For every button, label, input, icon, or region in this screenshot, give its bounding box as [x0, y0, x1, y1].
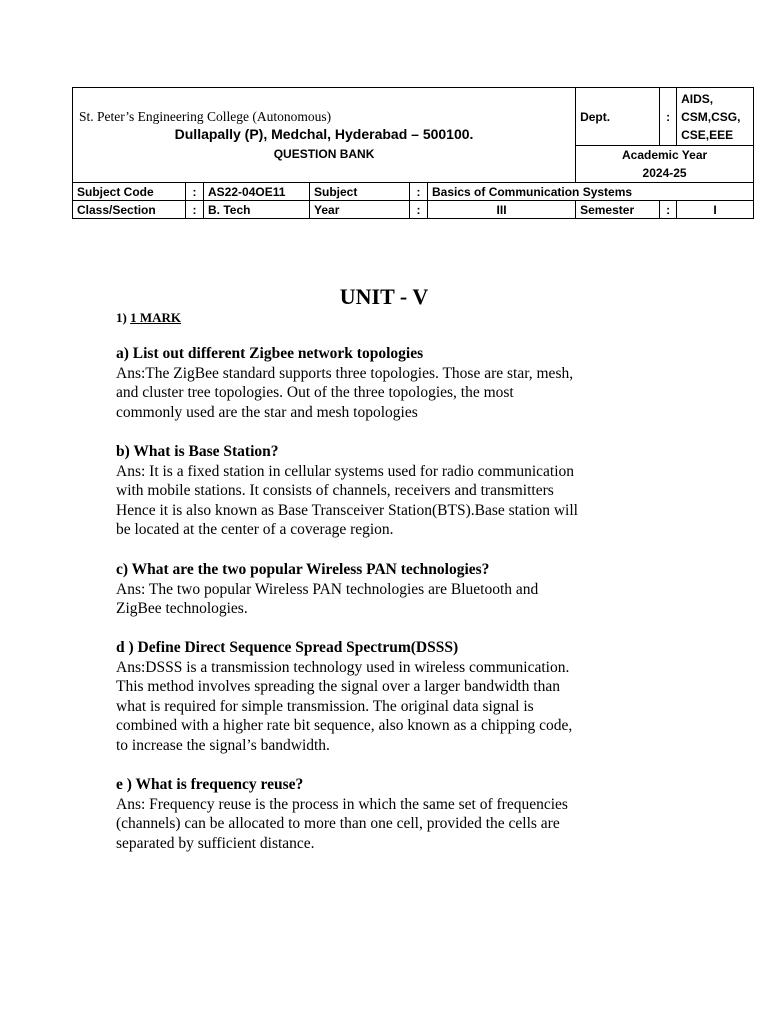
document-type: QUESTION BANK	[273, 146, 375, 161]
answer-line: commonly used are the star and mesh topologies	[116, 403, 418, 421]
answer-line: Hence it is also known as Base Transceiver Station(BTS).Base station will	[116, 501, 578, 519]
answer-line: Ans: It is a fixed station in cellular systems used for radio communication	[116, 462, 575, 480]
year-colon: :	[410, 201, 428, 219]
question-text: b) What is Base Station?	[116, 443, 279, 460]
class-value: B. Tech	[204, 201, 310, 219]
answer-line: Ans: Frequency reuse is the process in which the same set of frequencies	[116, 795, 568, 813]
header-table	[72, 87, 754, 219]
question-text: d ) Define Direct Sequence Spread Spectrum(DSSS)	[116, 639, 459, 656]
section-number: 1)	[116, 310, 127, 325]
answer-line: ZigBee technologies.	[116, 600, 248, 618]
semester-colon: :	[660, 201, 677, 219]
class-colon: :	[186, 201, 204, 219]
unit-title: UNIT - V	[339, 284, 429, 309]
qa-item	[116, 775, 661, 853]
college-name: St. Peter’s Engineering College (Autonomous)	[79, 108, 332, 124]
answer-line: (channels) can be allocated to more than one cell, provided the cells are	[116, 815, 560, 833]
year-value: III	[428, 201, 576, 219]
answer-line: This method involves spreading the signal over a larger bandwidth than	[116, 678, 560, 696]
dept-line: CSM,CSG,	[681, 109, 741, 124]
dept-value	[677, 88, 754, 146]
qa-item	[116, 638, 661, 756]
answer-line: Ans: The two popular Wireless PAN technologies are Bluetooth and	[116, 580, 539, 598]
subject-value: Basics of Communication Systems	[428, 183, 754, 201]
answer-line: and cluster tree topologies. Out of the three topologies, the most	[116, 384, 514, 402]
section-label: 1 MARK	[130, 310, 182, 325]
year-label: Year	[310, 201, 410, 219]
academic-year	[576, 146, 754, 183]
semester-value: I	[677, 201, 754, 219]
subject-code-colon: :	[186, 183, 204, 201]
subject-label: Subject	[310, 183, 410, 201]
class-label: Class/Section	[73, 201, 186, 219]
answer-line: Ans:The ZigBee standard supports three topologies. Those are star, mesh,	[116, 364, 574, 382]
dept-colon: :	[660, 88, 677, 146]
question-text: e ) What is frequency reuse?	[116, 776, 304, 793]
semester-label: Semester	[576, 201, 660, 219]
dept-line: CSE,EEE	[681, 127, 734, 142]
qa-item	[116, 344, 661, 422]
college-address: Dullapally (P), Medchal, Hyderabad – 500100.	[174, 125, 474, 142]
answer-line: be located at the center of a coverage region.	[116, 521, 394, 539]
answer-line: separated by sufficient distance.	[116, 834, 315, 852]
dept-label: Dept.	[576, 88, 660, 146]
question-text: c) What are the two popular Wireless PAN technologies?	[116, 561, 490, 578]
subject-code-value: AS22-04OE11	[204, 183, 310, 201]
college-info	[73, 88, 576, 183]
academic-year-label: Academic Year	[621, 148, 708, 162]
qa-item	[116, 560, 661, 619]
answer-line: what is required for simple transmission. The original data signal is	[116, 697, 534, 715]
academic-year-value: 2024-25	[642, 166, 687, 180]
answer-line: combined with a higher rate bit sequence, also known as a chipping code,	[116, 717, 573, 735]
dept-line: AIDS,	[681, 91, 714, 106]
answer-line: to increase the signal’s bandwidth.	[116, 736, 330, 754]
question-text: a) List out different Zigbee network topologies	[116, 345, 424, 362]
section-heading	[116, 310, 181, 326]
answer-line: with mobile stations. It consists of channels, receivers and transmitters	[116, 482, 554, 500]
qa-item	[116, 442, 661, 540]
answer-line: Ans:DSSS is a transmission technology used in wireless communication.	[116, 658, 570, 676]
subject-colon: :	[410, 183, 428, 201]
subject-code-label: Subject Code	[73, 183, 186, 201]
